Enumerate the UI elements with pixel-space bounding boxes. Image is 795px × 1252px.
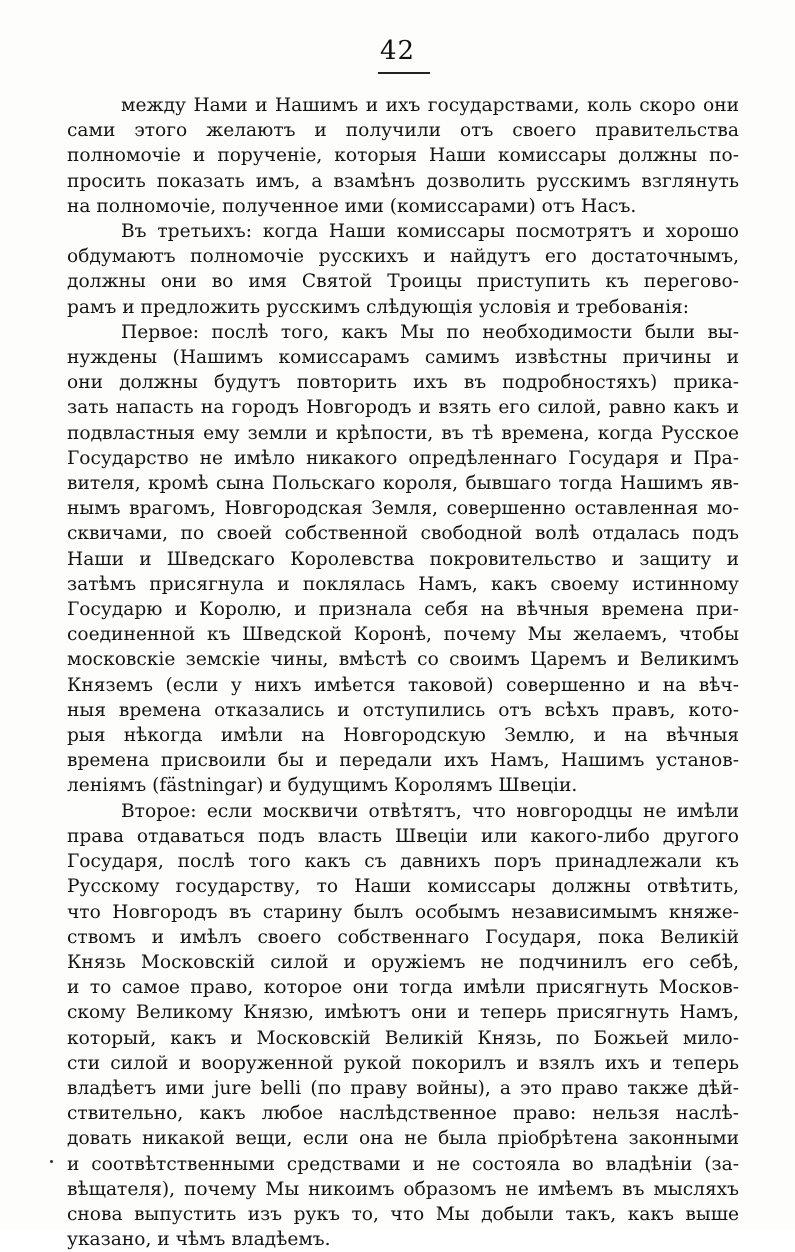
text-line: нуждены (Нашимъ комиссарамъ самимъ извѣстны причины и xyxy=(67,347,739,369)
text-line: ствительно, какъ любое наслѣдственное право: нельзя наслѣ- xyxy=(67,1103,739,1125)
stray-ink-mark xyxy=(50,1160,53,1163)
text-line: и то самое право, которое они тогда имѣли присягнуть Москов- xyxy=(67,977,739,999)
text-line: скому Великому Князю, имѣютъ они и теперь присягнуть Намъ, xyxy=(67,1002,739,1024)
text-line: на полномочіе, полученное ими (комиссарами) отъ Насъ. xyxy=(67,195,637,217)
paragraph-2 xyxy=(67,219,739,320)
text-line: Государя, послѣ того какъ съ давнихъ поръ принадлежали къ xyxy=(67,851,739,873)
text-line: ствомъ и имѣлъ своего собственнаго Государя, пока Великій xyxy=(67,926,739,948)
text-line: подвластныя ему земли и крѣпости, въ тѣ времена, когда Русское xyxy=(67,422,739,444)
text-line: времена присвоили бы и передали ихъ Намъ, Нашимъ установ- xyxy=(67,750,739,772)
text-line: просить показать имъ, а взамѣнъ дозволить русскимъ взглянуть xyxy=(67,170,739,192)
text-line: что Новгородъ въ старину былъ особымъ независимымъ княже- xyxy=(67,901,739,923)
text-line: между Нами и Нашимъ и ихъ государствами, коль скоро они xyxy=(121,95,739,116)
text-line: Государю и Королю, и признала себя на вѣчныя времена при- xyxy=(67,599,739,621)
text-line: Русскому государству, то Наши комиссары должны отвѣтить, xyxy=(67,876,739,898)
paragraph-3 xyxy=(67,320,739,799)
text-line: соединенной къ Шведской Коронѣ, почему Мы желаемъ, чтобы xyxy=(67,624,739,646)
text-line: Государство не имѣло никакого опредѣленнаго Государя и Пра- xyxy=(67,447,739,469)
paragraph-1 xyxy=(67,93,739,219)
text-line: который, какъ и Московскій Великій Князь, по Божьей мило- xyxy=(67,1027,739,1049)
text-line: рыя нѣкогда имѣли на Новгородскую Землю, и на вѣчныя xyxy=(67,725,739,747)
text-line: они должны будутъ повторить ихъ въ подробностяхъ) прика- xyxy=(67,372,739,394)
text-line: сти силой и вооруженной рукой покорилъ и взялъ ихъ и теперь xyxy=(67,1052,739,1074)
paragraph-4 xyxy=(67,799,739,1252)
body-text xyxy=(67,93,739,1252)
page-number: 42 xyxy=(379,36,416,66)
text-line: обдумаютъ полномочіе русскихъ и найдутъ его достаточнымъ, xyxy=(67,246,739,268)
text-line: Второе: если москвичи отвѣтятъ, что новгородцы не имѣли xyxy=(121,800,739,822)
text-line: права отдаваться подъ власть Швеціи или какого-либо другого xyxy=(67,825,739,847)
text-line: указано, и чѣмъ владѣемъ. xyxy=(67,1229,331,1251)
text-line: снова выпустить изъ рукъ то, что Мы добыли такъ, какъ выше xyxy=(67,1203,739,1225)
text-line: полномочіе и порученіе, которыя Наши комиссары должны по- xyxy=(67,145,739,167)
text-line: Князь Московскій силой и оружіемъ не подчинилъ его себѣ, xyxy=(67,951,739,973)
text-line: довать никакой вещи, если она не была пріобрѣтена законными xyxy=(67,1128,739,1150)
text-line: сами этого желаютъ и получили отъ своего правительства xyxy=(67,120,739,142)
text-line: рамъ и предложить русскимъ слѣдующія условія и требованія: xyxy=(67,296,690,318)
text-line: Первое: послѣ того, какъ Мы по необходимости были вы- xyxy=(121,321,739,343)
text-line: московскіе земскіе чины, вмѣстѣ со своимъ Царемъ и Великимъ xyxy=(67,649,739,671)
text-line: должны они во имя Святой Троицы приступить къ перегово- xyxy=(67,271,739,293)
text-line: зать напасть на городъ Новгородъ и взять его силой, равно какъ и xyxy=(67,397,739,419)
text-line: и соотвѣтственными средствами и не состояла во владѣніи (за- xyxy=(67,1153,739,1175)
text-line: вѣщателя), почему Мы никоимъ образомъ не имѣемъ въ мысляхъ xyxy=(67,1178,739,1200)
text-line: леніямъ (fästningar) и будущимъ Королямъ Швеціи. xyxy=(67,775,578,797)
text-line: Княземъ (если у нихъ имѣется таковой) совершенно и на вѣч- xyxy=(67,674,739,696)
text-line: затѣмъ присягнула и поклялась Намъ, какъ своему истинному xyxy=(67,573,739,595)
text-line: владѣетъ ими jure belli (по праву войны), а это право также дѣй- xyxy=(67,1077,739,1099)
text-line: ныя времена отказались и отступились отъ всѣхъ правъ, кото- xyxy=(67,699,739,721)
text-line: вителя, кромѣ сына Польскаго короля, бывшаго тогда Нашимъ яв- xyxy=(67,473,739,495)
text-line: Наши и Шведскаго Королевства покровительство и защиту и xyxy=(67,548,739,570)
text-line: сквичами, по своей собственной свободной волѣ отдалась подъ xyxy=(67,523,739,545)
text-line: нымъ врагомъ, Новгородская Земля, совершенно оставленная мо- xyxy=(67,498,739,520)
page-number-underline xyxy=(378,72,430,74)
text-line: Въ третьихъ: когда Наши комиссары посмотрятъ и хорошо xyxy=(121,221,739,243)
